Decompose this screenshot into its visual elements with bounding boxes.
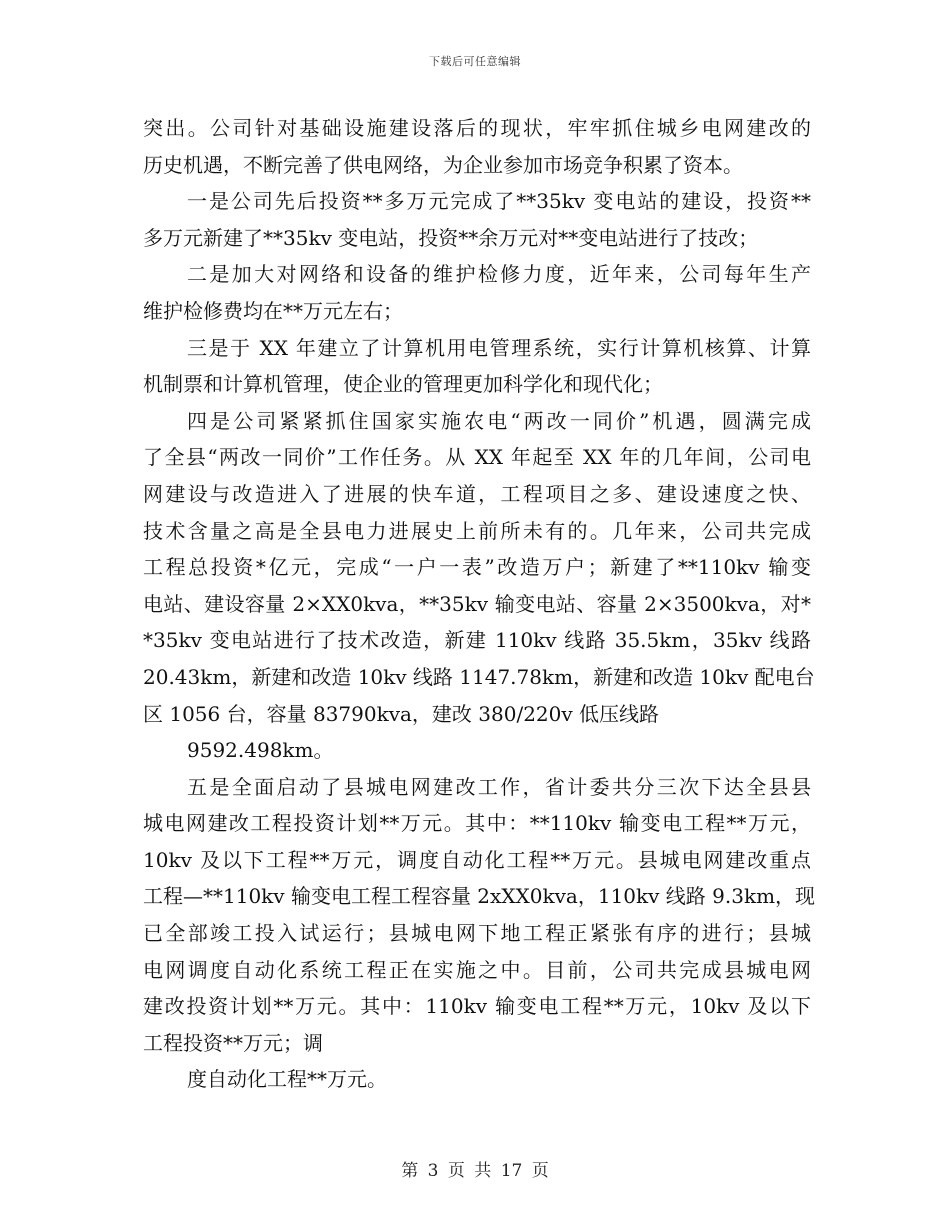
text-line: 一是公司先后投资**多万元完成了**35kv 变电站的建设，投资** [187, 189, 811, 214]
text-line: 维护检修费均在**万元左右； [143, 298, 403, 323]
text-line: 20.43km，新建和改造 10kv 线路 1147.78km，新建和改造 10kv 配电台 [143, 664, 815, 689]
text-line: 工程总投资*亿元，完成“一户一表”改造万户；新建了**110kv 输变 [143, 555, 811, 580]
text-line: 已全部竣工投入试运行；县城电网下地工程正紧张有序的进行；县城 [143, 921, 811, 946]
text-line: 突出。公司针对基础设施建设落后的现状，牢牢抓住城乡电网建改的 [143, 116, 811, 140]
text-line: 五是全面启动了县城电网建改工作，省计委共分三次下达全县县 [187, 774, 811, 799]
text-line: 了全县“两改一同价”工作任务。从 XX 年起至 XX 年的几年间，公司电 [143, 445, 811, 470]
page-footer: 第 3 页 共 17 页 [401, 1161, 549, 1181]
text-line: *35kv 变电站进行了技术改造，新建 110kv 线路 35.5km，35kv 线路 [143, 628, 811, 653]
page-header: 下载后可任意编辑 [429, 55, 521, 68]
text-line: 二是加大对网络和设备的维护检修力度，近年来，公司每年生产 [187, 262, 811, 287]
document-body [143, 110, 816, 1098]
text-line: 电站、建设容量 2×XX0kva，**35kv 输变电站、容量 2×3500kva，对* [143, 591, 811, 616]
text-line: 四是公司紧紧抓住国家实施农电“两改一同价”机遇，圆满完成 [187, 408, 811, 433]
text-line: 多万元新建了**35kv 变电站，投资**余万元对**变电站进行了技改； [143, 225, 759, 250]
text-line: 度自动化工程**万元。 [187, 1067, 387, 1092]
text-line: 10kv 及以下工程**万元，调度自动化工程**万元。县城电网建改重点 [143, 847, 811, 872]
text-line: 机制票和计算机管理，使企业的管理更加科学化和现代化； [143, 372, 663, 397]
text-line: 城电网建改工程投资计划**万元。其中：**110kv 输变电工程**万元， [143, 811, 811, 836]
text-line: 技术含量之高是全县电力进展史上前所未有的。几年来，公司共完成 [143, 518, 811, 543]
text-line: 历史机遇，不断完善了供电网络，为企业参加市场竞争积累了资本。 [143, 152, 743, 177]
text-line: 9592.498km。 [187, 738, 334, 763]
text-line: 区 1056 台，容量 83790kva，建改 380/220v 低压线路 [143, 701, 660, 726]
text-line: 建改投资计划**万元。其中：110kv 输变电工程**万元，10kv 及以下 [143, 994, 811, 1019]
text-line: 工程投资**万元；调 [143, 1030, 323, 1055]
text-line: 工程—**110kv 输变电工程工程容量 2xXX0kva，110kv 线路 9.3km，现 [143, 884, 816, 909]
text-line: 电网调度自动化系统工程正在实施之中。目前，公司共完成县城电网 [143, 957, 811, 982]
text-line: 三是于 XX 年建立了计算机用电管理系统，实行计算机核算、计算 [187, 335, 811, 360]
text-line: 网建设与改造进入了进展的快车道，工程项目之多、建设速度之快、 [143, 481, 811, 506]
